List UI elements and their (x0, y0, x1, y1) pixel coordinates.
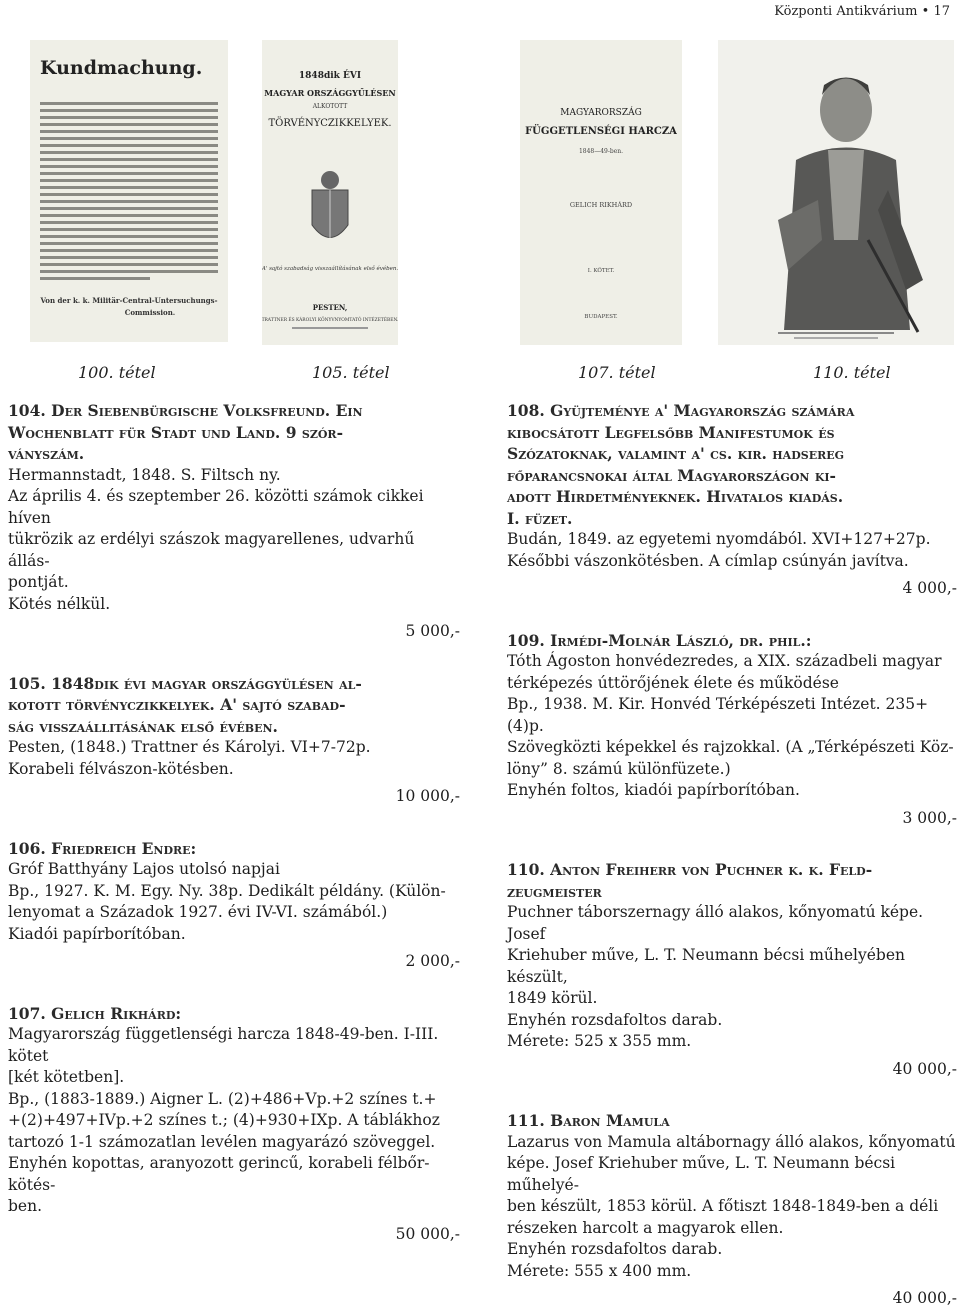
caption-105: 105. tétel (312, 363, 390, 382)
entry-108-title-line: adott Hirdetményeknek. Hivatalos kiadás. (507, 487, 844, 506)
entry-109-text-line: térképezés úttörőjének élete és működése (507, 673, 839, 692)
kundmachung-heading: Kundmachung. (40, 57, 203, 79)
fh-years: 1848—49-ben. (578, 148, 624, 155)
entry-107-text-line: [két kötetben]. (8, 1068, 125, 1086)
entry-106-text-line: Kiadói papírborítóban. (8, 924, 186, 943)
entry-108-price: 4 000,- (902, 579, 957, 597)
entry-108-text-line: Későbbi vászonkötésben. A címlap csúnyán javítva. (507, 551, 909, 570)
entry-111-text-line: Lazarus von Mamula altábornagy álló alakos, kőnyomatú (507, 1132, 956, 1151)
entry-104-text-line: tükrözik az erdélyi szászok magyarellenes, udvarhű állás- (8, 530, 415, 570)
right-column (507, 400, 957, 1310)
entry-110-text-line: Puchner táborszernagy álló alakos, kőnyomatú képe. Josef (507, 903, 924, 943)
entry-107-price: 50 000,- (395, 1224, 460, 1243)
entry-104-text-line: Az április 4. és szeptember 26. közötti számok cikkei híven (8, 487, 424, 527)
entry-109-text-line: löny” 8. számú különfüzete.) (507, 759, 731, 778)
fh-place: BUDAPEST. (584, 314, 618, 320)
entry-111-title-line: 111. Baron Mamula (507, 1111, 670, 1130)
entry-109 (507, 630, 957, 830)
entry-105 (8, 673, 460, 808)
entry-109-text-line: Bp., 1938. M. Kir. Honvéd Térképészeti Intézet. 235+(4)p. (507, 695, 929, 735)
tc-motto: A' sajtó szabadság visszaállításának első évében. (262, 266, 398, 272)
puchner-portrait-image (718, 40, 954, 345)
entry-111-text-line: képe. Josef Kriehuber műve, L. T. Neumann bécsi műhelyé- (507, 1154, 896, 1194)
tc-line3: ALKOTOTT (312, 103, 348, 110)
entry-104-text-line: Hermannstadt, 1848. S. Filtsch ny. (8, 465, 281, 484)
entry-109-title-line: 109. Irmédi-Molnár László, dr. phil.: (507, 630, 812, 650)
caption-110: 110. tétel (813, 363, 891, 382)
caption-100: 100. tétel (78, 363, 156, 382)
entry-108-title-line: 108. Gyüjteménye a' Magyarország számára (507, 401, 855, 420)
entry-107 (8, 1003, 460, 1246)
entry-109-text-line: Enyhén foltos, kiadói papírborítóban. (507, 781, 800, 799)
entry-110-title-line: zeugmeister (507, 881, 602, 901)
entry-109-text-line: Szövegközti képekkel és rajzokkal. (A „Térképészeti Köz- (507, 738, 954, 756)
entry-107-title-line: 107. Gelich Rikhárd: (8, 1003, 182, 1023)
entry-108-title-line: I. füzet. (507, 508, 573, 528)
entry-108-text-line: Budán, 1849. az egyetemi nyomdából. XVI+127+27p. (507, 530, 931, 548)
tc-line4: TÖRVÉNYCZIKKELYEK. (268, 118, 392, 129)
puchner-portrait-lithograph (718, 40, 954, 345)
fh-line2: FÜGGETLENSÉGI HARCZA (525, 126, 677, 137)
entry-110-text-line: 1849 körül. (507, 989, 598, 1007)
entry-110-text-line: Kriehuber műve, L. T. Neumann bécsi műhelyében készült, (507, 946, 906, 986)
entry-107-text-line: ben. (8, 1197, 43, 1215)
entry-105-price: 10 000,- (395, 787, 460, 805)
entry-107-text-line: tartozó 1-1 számozatlan levélen magyarázó szöveggel. (8, 1132, 436, 1151)
fh-author: GELICH RIKHÁRD (569, 201, 633, 209)
entry-110-price: 40 000,- (892, 1059, 957, 1078)
entry-110-title-line: 110. Anton Freiherr von Puchner k. k. Feld- (507, 860, 873, 879)
entry-104 (8, 400, 460, 643)
fuggetlensegi-harcza-image (520, 40, 682, 345)
tc-place: PESTEN, (312, 303, 348, 312)
entry-104-title-line: Wochenblatt für Stadt und Land. 9 szór- (8, 422, 344, 442)
torvenyczikkelyek-image (262, 40, 398, 345)
entry-109-price: 3 000,- (902, 808, 957, 827)
fuggetlensegi-harcza-scan (520, 40, 682, 345)
entry-104-text-line: Kötés nélkül. (8, 594, 111, 613)
entry-106 (8, 838, 460, 973)
entry-108-title-line: kibocsátott Legfelsőbb Manifestumok és (507, 422, 835, 442)
entry-110 (507, 859, 957, 1080)
entry-105-title-line: 105. 1848dik évi magyar országgyülésen al- (8, 673, 362, 693)
entry-105-text-line: Korabeli félvászon-kötésben. (8, 759, 234, 778)
entry-106-text-line: lenyomat a Századok 1927. évi IV-VI. számából.) (8, 903, 388, 921)
entry-111-text-line: Enyhén rozsdafoltos darab. (507, 1240, 723, 1258)
entry-108 (507, 400, 957, 600)
left-column (8, 400, 460, 1245)
kundmachung-signature-2: Commission. (124, 308, 176, 317)
entry-106-text-line: Gróf Batthyány Lajos utolsó napjai (8, 860, 280, 878)
tc-line1: 1848dik ÉVI (298, 71, 362, 81)
caption-107: 107. tétel (578, 363, 656, 382)
entry-106-title-line: 106. Friedreich Endre: (8, 838, 197, 858)
fh-line1: MAGYARORSZÁG (560, 108, 642, 118)
entry-106-text-line: Bp., 1927. K. M. Egy. Ny. 38p. Dedikált példány. (Külön- (8, 881, 446, 900)
entry-107-text-line: +(2)+497+IVp.+2 színes t.; (4)+930+IXp. A táblákhoz (8, 1111, 440, 1129)
tc-printer: TRATTNER ÉS KÁROLYI KÖNYVNYOMTATÓ INTÉZETÉBEN. (262, 318, 398, 323)
entry-107-text-line: Magyarország függetlenségi harcza 1848-49-ben. I-III. kötet (8, 1025, 439, 1065)
entry-111-text-line: Mérete: 555 x 400 mm. (507, 1261, 692, 1280)
entry-108-title-line: Szózatoknak, valamint a' cs. kir. hadsereg (507, 444, 845, 463)
entry-104-text-line: pontját. (8, 573, 69, 591)
entry-105-title-line: kotott törvényczikkelyek. A' sajtó szabad- (8, 695, 346, 714)
entry-105-text-line: Pesten, (1848.) Trattner és Károlyi. VI+7-72p. (8, 738, 371, 756)
entry-109-text-line: Tóth Ágoston honvédezredes, a XIX. századbeli magyar (507, 652, 942, 670)
entry-106-price: 2 000,- (405, 952, 460, 970)
page-header: Központi Antikvárium • 17 (774, 4, 950, 19)
entry-108-title-line: főparancsnokai által Magyarországon ki- (507, 465, 836, 485)
entry-105-title-line: ság visszaállitásának első évében. (8, 716, 278, 736)
entry-110-text-line: Mérete: 525 x 355 mm. (507, 1032, 692, 1050)
entry-110-text-line: Enyhén rozsdafoltos darab. (507, 1010, 723, 1029)
entry-104-price: 5 000,- (405, 622, 460, 640)
entry-111-price: 40 000,- (892, 1289, 957, 1307)
entry-107-text-line: Bp., (1883-1889.) Aigner L. (2)+486+Vp.+2 színes t.+ (8, 1089, 437, 1108)
torvenyczikkelyek-scan (262, 40, 398, 345)
kundmachung-image (30, 40, 228, 342)
fh-volume: I. KÖTET. (587, 268, 615, 274)
kundmachung-signature-1: Von der k. k. Militär-Central-Untersuchungs- (40, 296, 218, 305)
entry-107-text-line: Enyhén kopottas, aranyozott gerincű, korabeli félbőr-kötés- (8, 1154, 430, 1194)
entry-104-title-line: 104. Der Siebenbürgische Volksfreund. Ein (8, 401, 363, 420)
tc-line2: MAGYAR ORSZÁGGYŰLÉSEN (264, 88, 396, 98)
entry-111-text-line: részeken harcolt a magyarok ellen. (507, 1218, 784, 1237)
entry-104-title-line: ványszám. (8, 444, 85, 463)
entry-111 (507, 1110, 957, 1310)
entry-111-text-line: ben készült, 1853 körül. A főtiszt 1848-1849-ben a déli (507, 1197, 939, 1215)
kundmachung-scan (30, 40, 228, 342)
